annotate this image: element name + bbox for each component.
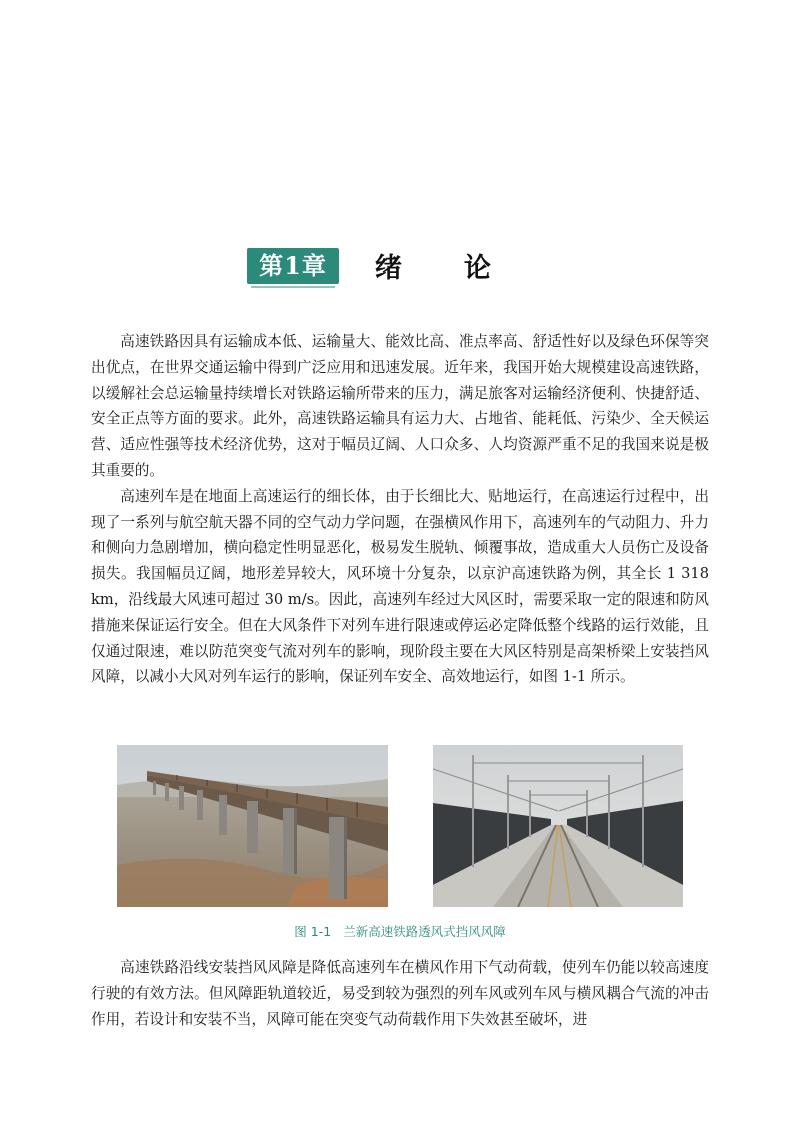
paragraph-intro: 高速铁路因具有运输成本低、运输量大、能效比高、准点率高、舒适性好以及绿色环保等突出优点，在世界交通运输中得到广泛应用和迅速发展。近年来，我国开始大规模建设高速铁路，以缓解社会总运输量持续增长对铁路运输所带来的压力，满足旅客对运输经济便利、快捷舒适、安全正点等方面的要求。此外，高速铁路运输具有运力大、占地省、能耗低、污染少、全天候运营、适应性强等技术经济优势，这对于幅员辽阔、人口众多、人均资源严重不足的我国来说是极其重要的。 <box>91 333 709 479</box>
track-barrier-photo <box>433 745 683 907</box>
chapter-number-badge: 第1章 <box>247 248 339 284</box>
paragraph-wind-barrier: 高速铁路沿线安装挡风风障是降低高速列车在横风作用下气动荷载，使列车仍能以较高速度行驶的有效方法。但风障距轨道较近，易受到较为强烈的列车风或列车风与横风耦合气流的冲击作用，若设计和安装不当，风障可能在突变气动荷载作用下失效甚至破坏，进 <box>91 959 709 1028</box>
chapter-heading <box>0 246 800 285</box>
viaduct-photo <box>117 745 388 907</box>
figure-1-1 <box>117 745 683 907</box>
body-text-top <box>91 329 709 690</box>
paragraph-crosswind: 高速列车是在地面上高速运行的细长体，由于长细比大、贴地运行，在高速运行过程中，出现了一系列与航空航天器不同的空气动力学问题，在强横风作用下，高速列车的气动阻力、升力和侧向力急剧增加，横向稳定性明显恶化，极易发生脱轨、倾覆事故，造成重大人员伤亡及设备损失。我国幅员辽阔，地形差异较大，风环境十分复杂，以京沪高速铁路为例，其全长 1 318 km，沿线最大风速可超过 30 m/s。因此，高速列车经过大风区时，需要采取一定的限速和防风措施来保证运行安全。但在大风条件下对列车进行限速或停运必定降低整个线路的运行效能，且仅通过限速，难以防范突变气流对列车的影响，现阶段主要在大风区特别是高架桥梁上安装挡风风障，以减小大风对列车运行的影响，保证列车安全、高效地运行，如图 1-1 所示。 <box>91 487 709 686</box>
figure-number: 图 1-1 <box>294 924 332 939</box>
chapter-title: 绪论 <box>374 253 553 284</box>
body-text-bottom <box>91 955 709 1032</box>
figure-caption <box>0 922 800 940</box>
figure-caption-text: 兰新高速铁路透风式挡风风障 <box>343 924 506 939</box>
